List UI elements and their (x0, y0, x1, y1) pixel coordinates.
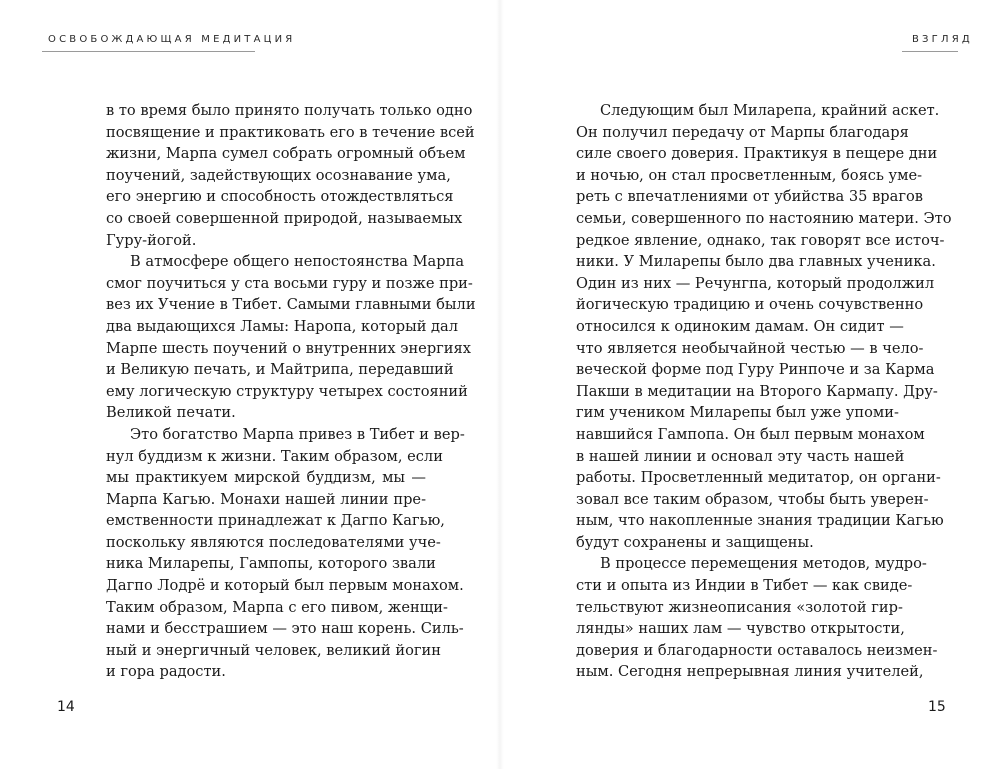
text-line: гим учеником Миларепы был уже упоми- (576, 404, 899, 422)
text-line: Следующим был Миларепа, крайний аскет. (600, 102, 940, 119)
text-line: вез их Учение в Тибет. Самыми главными были (106, 296, 476, 314)
text-line: лянды» наших лам — чувство открытости, (576, 620, 905, 638)
text-line: поучений, задействующих осознавание ума, (106, 166, 451, 184)
text-line: его энергию и способность отождествляться (106, 188, 454, 206)
text-line: тельствуют жизнеописания «золотой гир- (576, 598, 903, 616)
text-line: йогическую традицию и очень сочувственно (576, 296, 924, 314)
text-line: сти и опыта из Индии в Тибет — как свиде- (576, 577, 913, 595)
text-line: ный и энергичный человек, великий йогин (106, 641, 441, 659)
text-line: относился к одиноким дамам. Он сидит — (576, 317, 904, 335)
page-number-right: 15 (928, 699, 946, 715)
page-number-left: 14 (57, 699, 75, 715)
text-line: будут сохранены и защищены. (576, 533, 814, 551)
text-line: и гора радости. (106, 663, 226, 681)
text-line: доверия и благодарности оставалось неизмен- (576, 641, 938, 659)
text-line: смог поучиться у ста восьми гуру и позже при- (106, 274, 473, 292)
text-line: Один из них — Речунгпа, который продолжил (576, 274, 935, 292)
text-line: зовал все таким образом, чтобы быть уверен- (576, 490, 929, 508)
text-line: Это богатство Марпа привез в Тибет и вер- (130, 425, 465, 443)
text-line: семьи, совершенного по настоянию матери. Это (576, 209, 952, 227)
header-rule-right (902, 51, 958, 52)
text-line: силе своего доверия. Практикуя в пещере дни (576, 145, 938, 163)
body-text-right (576, 100, 952, 683)
text-line: жизни, Марпа сумел собрать огромный объем (106, 145, 466, 163)
text-line: два выдающихся Ламы: Наропа, который дал (106, 317, 459, 335)
text-line: Таким образом, Марпа с его пивом, женщи- (106, 598, 448, 616)
text-line: В атмосфере общего непостоянства Марпа (130, 253, 465, 271)
text-line: Марпа Кагью. Монахи нашей линии пре- (106, 490, 426, 508)
text-line: реть с впечатлениями от убийства 35 врагов (576, 188, 923, 206)
text-line: Дагпо Лодрё и который был первым монахом. (106, 577, 464, 595)
text-line: нами и бесстрашием — это наш корень. Силь- (106, 620, 464, 638)
text-line: Гуру-йогой. (106, 231, 197, 249)
running-head-left: ОСВОБОЖДАЮЩАЯ МЕДИТАЦИЯ (48, 34, 296, 45)
text-line: В процессе перемещения методов, мудро- (600, 555, 927, 573)
text-line: со своей совершенной природой, называемых (106, 209, 463, 227)
text-line: веческой форме под Гуру Ринпоче и за Карма (576, 361, 935, 379)
body-text-left (106, 100, 476, 683)
text-line: ники. У Миларепы было два главных ученика. (576, 253, 936, 271)
text-line: и Великую печать, и Майтрипа, передавший (106, 361, 454, 379)
text-line: что является необычайной честью — в чело- (576, 339, 924, 357)
text-line: посвящение и практиковать его в течение всей (106, 123, 475, 141)
header-rule-left (42, 51, 255, 52)
text-line: в то время было принято получать только одно (106, 102, 473, 119)
text-line: Он получил передачу от Марпы благодаря (576, 123, 909, 141)
text-line: Великой печати. (106, 404, 236, 422)
running-head-right: ВЗГЛЯД (912, 34, 973, 45)
text-line: и ночью, он стал просветленным, боясь уме- (576, 166, 923, 184)
text-line: работы. Просветленный медитатор, он органи- (576, 469, 941, 487)
text-line: поскольку являются последователями уче- (106, 533, 441, 551)
text-line: в нашей линии и основал эту часть нашей (576, 447, 905, 465)
text-line: мы практикуем мирской буддизм, мы — (106, 469, 426, 487)
text-line: емственности принадлежат к Дагпо Кагью, (106, 512, 445, 530)
text-line: нул буддизм к жизни. Таким образом, если (106, 447, 443, 465)
text-line: навшийся Гампопа. Он был первым монахом (576, 425, 925, 443)
text-line: ным. Сегодня непрерывная линия учителей, (576, 663, 924, 681)
text-line: ным, что накопленные знания традиции Кагью (576, 512, 944, 530)
right-page (500, 0, 1000, 769)
text-line: ему логическую структуру четырех состояний (106, 382, 468, 400)
text-line: Марпе шесть поучений о внутренних энергиях (106, 339, 471, 357)
text-line: ника Миларепы, Гампопы, которого звали (106, 555, 436, 573)
text-line: Пакши в медитации на Второго Кармапу. Дру- (576, 382, 938, 400)
text-line: редкое явление, однако, так говорят все источ- (576, 231, 945, 249)
